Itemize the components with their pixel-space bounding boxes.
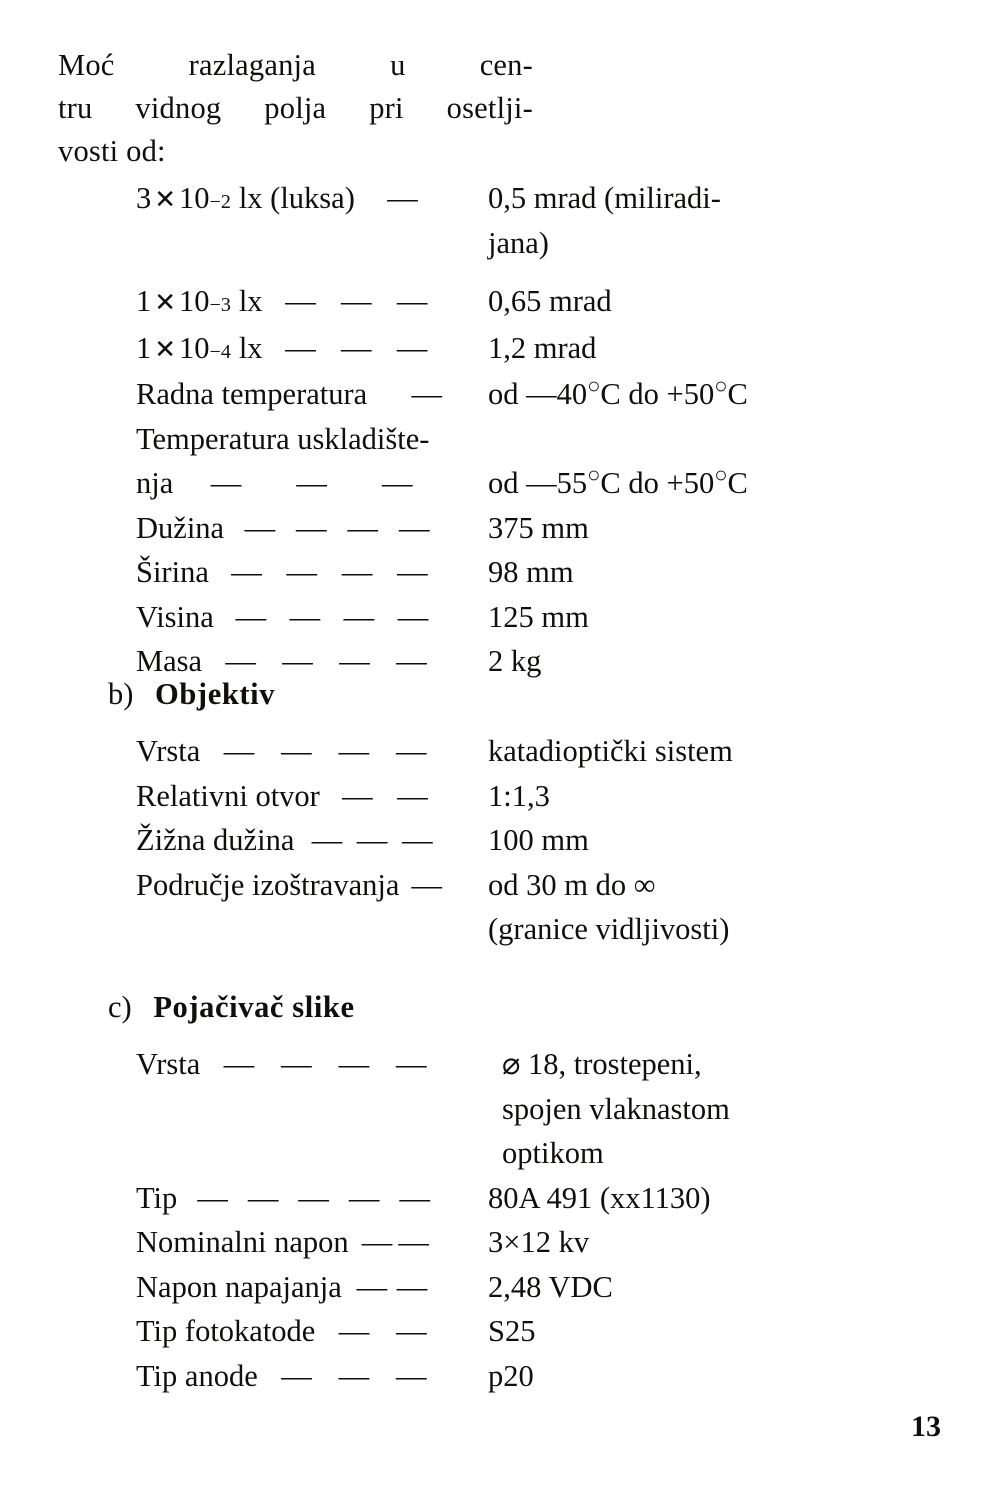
spec-row (0, 326, 1003, 373)
dash-leader: — — — — (231, 555, 428, 589)
dash-leader: — — — (210, 466, 413, 500)
intro-paragraph (58, 44, 533, 173)
intro-line-1: Moć razlaganja u cen- (58, 48, 533, 82)
spec-label: Napon napajanja — — (0, 1265, 450, 1310)
spec-group-c (0, 1042, 1003, 1398)
spec-label: Žižna dužina — — — (0, 818, 450, 863)
spec-value: od 30 m do ∞ (granice vidljivosti) (488, 867, 730, 946)
spec-value: 80A 491 (xx1130) (488, 1180, 711, 1215)
dash-leader: — — — — (244, 510, 430, 545)
degree-icon: ○ (714, 372, 728, 398)
spec-value: 2 kg (488, 644, 542, 678)
spec-value: od —40○C do +50○C (488, 372, 748, 411)
dash-leader: — — — (311, 823, 433, 857)
dash-leader: — — — (285, 284, 428, 318)
dash-leader: — (387, 181, 418, 215)
spec-row (0, 774, 1003, 819)
dash-leader: — — (338, 1314, 427, 1348)
spec-row (0, 595, 1003, 640)
spec-row (0, 550, 1003, 595)
spec-label: Temperatura uskladište- (136, 421, 430, 456)
spec-row (0, 1309, 1003, 1354)
spec-value: 1:1,3 (488, 778, 550, 813)
spec-row (0, 818, 1003, 863)
dash-leader: — — — (285, 330, 428, 365)
spec-value: 3×12 kv (488, 1225, 590, 1259)
dash-leader: — — — — (223, 1047, 427, 1081)
spec-label: Širina — — — — (0, 550, 450, 595)
spec-label: Nominalni napon — — (0, 1220, 450, 1265)
spec-group-b (0, 729, 1003, 952)
spec-value: 98 mm (488, 555, 574, 589)
spec-value: 125 mm (488, 599, 589, 634)
section-heading-c (0, 985, 1003, 1029)
dash-leader: — — (342, 778, 428, 813)
spec-value: ⌀ 18, trostepeni, spojen vlaknastom optikom (502, 1047, 730, 1170)
dash-leader: — — — — — (197, 1180, 430, 1215)
dash-leader: — — — — (225, 644, 427, 678)
section-marker: c) (108, 990, 132, 1024)
spec-label: nja — — — (0, 461, 450, 506)
spec-value: p20 (488, 1358, 534, 1393)
intro-line-2: tru vidnog polja pri osetlji- (58, 91, 533, 125)
spec-row (0, 1354, 1003, 1399)
spec-label: Područje izoštravanja — (136, 867, 442, 902)
degree-icon: ○ (714, 461, 728, 487)
section-title: Pojačivač slike (153, 990, 355, 1024)
spec-label: Tip — — — — — (0, 1176, 450, 1221)
page-number: 13 (911, 1410, 941, 1443)
dash-leader: — — — — (223, 734, 427, 768)
spec-label: 3 ✕ 10 −2 lx (luksa) — (0, 176, 450, 223)
degree-icon: ○ (587, 461, 601, 487)
spec-group-a (0, 176, 1003, 684)
spec-row (0, 863, 1003, 952)
spec-label: Masa — — — — (0, 639, 450, 684)
intro-line-3: vosti od: (58, 134, 166, 168)
dash-leader: — — (361, 1225, 429, 1259)
spec-row (0, 729, 1003, 774)
spec-value: od —55○C do +50○C (488, 461, 748, 500)
spec-row (0, 372, 1003, 417)
spec-label: Dužina — — — — (0, 506, 450, 551)
spec-label: 1 ✕ 10 −4 lx — — — (0, 326, 450, 373)
spec-label: Tip anode — — — (0, 1354, 450, 1399)
spec-value: 0,65 mrad (488, 284, 612, 318)
spec-row (0, 1042, 1003, 1176)
spec-row (0, 417, 1003, 462)
spec-label: Visina — — — — (0, 595, 450, 640)
section-heading-b (0, 672, 1003, 716)
multiply-icon: ✕ (154, 185, 177, 214)
spec-value: 0,5 mrad (miliradi- jana) (488, 181, 721, 260)
spec-value: 100 mm (488, 823, 589, 857)
spec-row (0, 1176, 1003, 1221)
spec-value: 1,2 mrad (488, 330, 597, 365)
spec-label: Vrsta — — — — (0, 1042, 450, 1087)
spec-row (0, 461, 1003, 506)
spec-row (0, 1220, 1003, 1265)
spec-row (0, 506, 1003, 551)
spec-label: 1 ✕ 10 −3 lx — — — (0, 279, 450, 326)
degree-icon: ○ (587, 372, 601, 398)
spec-label: Tip fotokatode — — (0, 1309, 450, 1354)
spec-value: 2,48 VDC (488, 1269, 613, 1304)
dash-leader: — — (356, 1269, 428, 1304)
multiply-icon: ✕ (154, 334, 177, 364)
spec-row (0, 279, 1003, 326)
spec-value: S25 (488, 1314, 536, 1348)
spec-row (0, 1265, 1003, 1310)
spec-label: Vrsta — — — — (0, 729, 450, 774)
dash-leader: — — — (281, 1358, 427, 1393)
section-title: Objektiv (155, 677, 276, 711)
spec-label: Relativni otvor — — (0, 774, 450, 819)
spec-value: 375 mm (488, 510, 589, 545)
dash-leader: — — — — (235, 599, 429, 634)
spec-row (0, 176, 1003, 265)
multiply-icon: ✕ (154, 288, 177, 317)
spec-value: katadioptički sistem (488, 734, 733, 768)
section-marker: b) (108, 677, 134, 711)
spec-label: Radna temperatura — (136, 377, 442, 411)
